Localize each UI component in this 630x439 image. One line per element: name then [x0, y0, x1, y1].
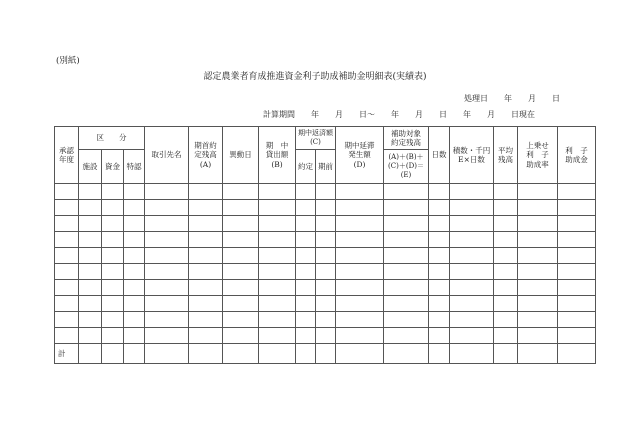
- table-cell: [102, 296, 124, 312]
- table-cell: [518, 280, 558, 296]
- table-cell: [102, 232, 124, 248]
- header-repayment-in-period: 期中返済額 (C): [296, 127, 336, 150]
- table-cell: [518, 312, 558, 328]
- table-cell: [558, 280, 596, 296]
- total-cell: [79, 344, 102, 364]
- header-product: 積数・千円 E×日数: [450, 127, 494, 184]
- table-cell: [518, 184, 558, 200]
- table-cell: [145, 312, 189, 328]
- table-cell: [384, 216, 429, 232]
- header-category-fund: 資金: [102, 150, 124, 184]
- table-cell: [55, 312, 79, 328]
- table-cell: [316, 296, 336, 312]
- table-cell: [336, 216, 384, 232]
- total-cell: [102, 344, 124, 364]
- table-cell: [79, 280, 102, 296]
- table-cell: [558, 232, 596, 248]
- table-cell: [259, 296, 296, 312]
- table-cell: [223, 200, 259, 216]
- table-cell: [296, 280, 316, 296]
- table-cell: [518, 200, 558, 216]
- table-cell: [384, 232, 429, 248]
- table-cell: [558, 328, 596, 344]
- table-cell: [429, 248, 450, 264]
- total-cell: [259, 344, 296, 364]
- table-cell: [124, 232, 145, 248]
- header-subsidy-formula: (A)＋(B)＋ (C)＋(D)＝ (E): [384, 150, 429, 184]
- table-cell: [145, 280, 189, 296]
- document-title: 認定農業者育成推進資金利子助成補助金明細表(実績表): [203, 72, 427, 82]
- table-cell: [102, 248, 124, 264]
- table-cell: [223, 264, 259, 280]
- table-cell: [124, 184, 145, 200]
- table-cell: [259, 312, 296, 328]
- header-change-date: 異動日: [223, 127, 259, 184]
- table-cell: [316, 184, 336, 200]
- header-lender: 取引先名: [145, 127, 189, 184]
- table-cell: [336, 328, 384, 344]
- total-cell: [145, 344, 189, 364]
- header-loans-in-period: 期 中 貸出額 (B): [259, 127, 296, 184]
- header-overdue-in-period: 期中延滞 発生額 (D): [336, 127, 384, 184]
- header-days: 日数: [429, 127, 450, 184]
- table-cell: [259, 264, 296, 280]
- table-cell: [494, 280, 518, 296]
- table-cell: [296, 312, 316, 328]
- table-cell: [102, 328, 124, 344]
- table-cell: [79, 232, 102, 248]
- table-cell: [102, 200, 124, 216]
- subsidy-detail-table: [54, 126, 596, 364]
- table-cell: [296, 200, 316, 216]
- table-cell: [494, 232, 518, 248]
- table-cell: [336, 312, 384, 328]
- table-cell: [124, 280, 145, 296]
- table-cell: [384, 312, 429, 328]
- table-cell: [429, 280, 450, 296]
- table-row: [55, 184, 596, 200]
- processing-date: 処理日 年 月 日: [464, 94, 560, 103]
- table-cell: [79, 328, 102, 344]
- table-cell: [259, 232, 296, 248]
- table-cell: [102, 264, 124, 280]
- table-cell: [384, 296, 429, 312]
- table-cell: [223, 216, 259, 232]
- table-cell: [223, 328, 259, 344]
- table-cell: [558, 184, 596, 200]
- table-cell: [558, 312, 596, 328]
- table-cell: [384, 248, 429, 264]
- table-cell: [494, 296, 518, 312]
- table-cell: [124, 248, 145, 264]
- table-cell: [55, 232, 79, 248]
- total-cell: [494, 344, 518, 364]
- header-repayment-early: 期前: [316, 150, 336, 184]
- table-cell: [296, 296, 316, 312]
- total-cell: [429, 344, 450, 364]
- table-cell: [55, 328, 79, 344]
- table-row: [55, 216, 596, 232]
- table-cell: [189, 328, 223, 344]
- table-cell: [518, 248, 558, 264]
- table-cell: [189, 312, 223, 328]
- table-cell: [558, 216, 596, 232]
- table-cell: [223, 248, 259, 264]
- table-cell: [558, 296, 596, 312]
- table-cell: [223, 296, 259, 312]
- table-cell: [189, 232, 223, 248]
- table-cell: [518, 328, 558, 344]
- table-cell: [102, 184, 124, 200]
- table-cell: [296, 184, 316, 200]
- table-cell: [259, 216, 296, 232]
- table-cell: [316, 264, 336, 280]
- table-cell: [336, 232, 384, 248]
- table-cell: [336, 200, 384, 216]
- header-category: 区 分: [79, 127, 145, 150]
- table-cell: [189, 248, 223, 264]
- table-cell: [124, 216, 145, 232]
- table-cell: [494, 184, 518, 200]
- table-cell: [223, 280, 259, 296]
- table-cell: [223, 184, 259, 200]
- total-cell: [518, 344, 558, 364]
- table-cell: [429, 184, 450, 200]
- table-cell: [429, 200, 450, 216]
- table-cell: [79, 296, 102, 312]
- table-cell: [55, 200, 79, 216]
- table-row: [55, 312, 596, 328]
- table-cell: [494, 200, 518, 216]
- table-cell: [55, 248, 79, 264]
- total-cell: [384, 344, 429, 364]
- table-cell: [558, 200, 596, 216]
- table-cell: [55, 216, 79, 232]
- header-interest-subsidy: 利 子 助成金: [558, 127, 596, 184]
- table-cell: [296, 264, 316, 280]
- table-cell: [55, 296, 79, 312]
- total-label: 計: [55, 344, 79, 364]
- table-cell: [336, 184, 384, 200]
- total-cell: [296, 344, 316, 364]
- table-cell: [450, 280, 494, 296]
- table-row: [55, 328, 596, 344]
- table-cell: [259, 280, 296, 296]
- table-cell: [259, 248, 296, 264]
- table-cell: [429, 264, 450, 280]
- table-cell: [296, 232, 316, 248]
- table-cell: [558, 264, 596, 280]
- total-cell: [450, 344, 494, 364]
- data-rows: [55, 184, 596, 344]
- table-cell: [79, 184, 102, 200]
- table-cell: [450, 216, 494, 232]
- header-category-facility: 施設: [79, 150, 102, 184]
- table-cell: [145, 216, 189, 232]
- table-cell: [429, 216, 450, 232]
- total-cell: [316, 344, 336, 364]
- table-cell: [450, 296, 494, 312]
- total-cell: [336, 344, 384, 364]
- table-cell: [558, 248, 596, 264]
- table-cell: [189, 264, 223, 280]
- total-cell: [223, 344, 259, 364]
- table-cell: [124, 328, 145, 344]
- table-cell: [518, 232, 558, 248]
- table-cell: [429, 312, 450, 328]
- calculation-period: 計算期間 年 月 日～ 年 月 日 年 月 日現在: [263, 110, 535, 119]
- table-cell: [494, 328, 518, 344]
- table-cell: [384, 280, 429, 296]
- table-cell: [494, 216, 518, 232]
- table-cell: [336, 264, 384, 280]
- table-cell: [450, 312, 494, 328]
- table-row: [55, 296, 596, 312]
- table-cell: [145, 200, 189, 216]
- table-cell: [316, 280, 336, 296]
- table-cell: [316, 248, 336, 264]
- table-cell: [336, 296, 384, 312]
- table-cell: [518, 216, 558, 232]
- table-cell: [429, 328, 450, 344]
- table-cell: [384, 328, 429, 344]
- table-cell: [124, 296, 145, 312]
- header-interest-rate: 上乗せ 利 子 助成率: [518, 127, 558, 184]
- table-cell: [316, 200, 336, 216]
- table-cell: [259, 200, 296, 216]
- table-cell: [189, 184, 223, 200]
- header-approval-year: 承認 年度: [55, 127, 79, 184]
- total-cell: [558, 344, 596, 364]
- table-cell: [450, 264, 494, 280]
- table-cell: [189, 280, 223, 296]
- header-opening-balance: 期首約 定残高 (A): [189, 127, 223, 184]
- table-cell: [494, 248, 518, 264]
- table-cell: [124, 264, 145, 280]
- table-cell: [189, 200, 223, 216]
- table-cell: [55, 184, 79, 200]
- table-cell: [189, 296, 223, 312]
- table-cell: [223, 232, 259, 248]
- total-row: [55, 344, 596, 364]
- table-cell: [145, 264, 189, 280]
- table-cell: [384, 200, 429, 216]
- table-cell: [316, 216, 336, 232]
- header-category-special: 特認: [124, 150, 145, 184]
- table-cell: [494, 264, 518, 280]
- table-cell: [79, 312, 102, 328]
- table-cell: [316, 232, 336, 248]
- header-average-balance: 平均 残高: [494, 127, 518, 184]
- table-cell: [145, 232, 189, 248]
- header-repayment-scheduled: 約定: [296, 150, 316, 184]
- table-cell: [296, 248, 316, 264]
- table-cell: [384, 264, 429, 280]
- table-cell: [259, 184, 296, 200]
- total-cell: [124, 344, 145, 364]
- table-cell: [145, 296, 189, 312]
- table-cell: [55, 264, 79, 280]
- table-cell: [518, 264, 558, 280]
- table-cell: [102, 216, 124, 232]
- table-cell: [450, 232, 494, 248]
- table-cell: [79, 216, 102, 232]
- table-cell: [79, 264, 102, 280]
- table-cell: [124, 312, 145, 328]
- total-cell: [189, 344, 223, 364]
- table-cell: [429, 232, 450, 248]
- table-cell: [450, 328, 494, 344]
- table-cell: [384, 184, 429, 200]
- table-cell: [145, 248, 189, 264]
- table-cell: [124, 200, 145, 216]
- header-subsidy-balance: 補助対象 約定残高: [384, 127, 429, 150]
- table-cell: [336, 280, 384, 296]
- table-cell: [450, 200, 494, 216]
- table-cell: [518, 296, 558, 312]
- table-cell: [450, 248, 494, 264]
- table-cell: [79, 200, 102, 216]
- table-cell: [494, 312, 518, 328]
- table-cell: [145, 184, 189, 200]
- annex-label: (別紙): [56, 56, 80, 66]
- table-cell: [102, 312, 124, 328]
- table-cell: [223, 312, 259, 328]
- table-cell: [316, 312, 336, 328]
- table-cell: [145, 328, 189, 344]
- table-cell: [296, 216, 316, 232]
- table-cell: [102, 280, 124, 296]
- table-cell: [79, 248, 102, 264]
- table-row: [55, 264, 596, 280]
- table-cell: [296, 328, 316, 344]
- table-cell: [450, 184, 494, 200]
- table-cell: [55, 280, 79, 296]
- table-cell: [429, 296, 450, 312]
- table-cell: [259, 328, 296, 344]
- table-cell: [336, 248, 384, 264]
- table-cell: [316, 328, 336, 344]
- table-row: [55, 280, 596, 296]
- table-row: [55, 248, 596, 264]
- table-row: [55, 232, 596, 248]
- table-row: [55, 200, 596, 216]
- table-cell: [189, 216, 223, 232]
